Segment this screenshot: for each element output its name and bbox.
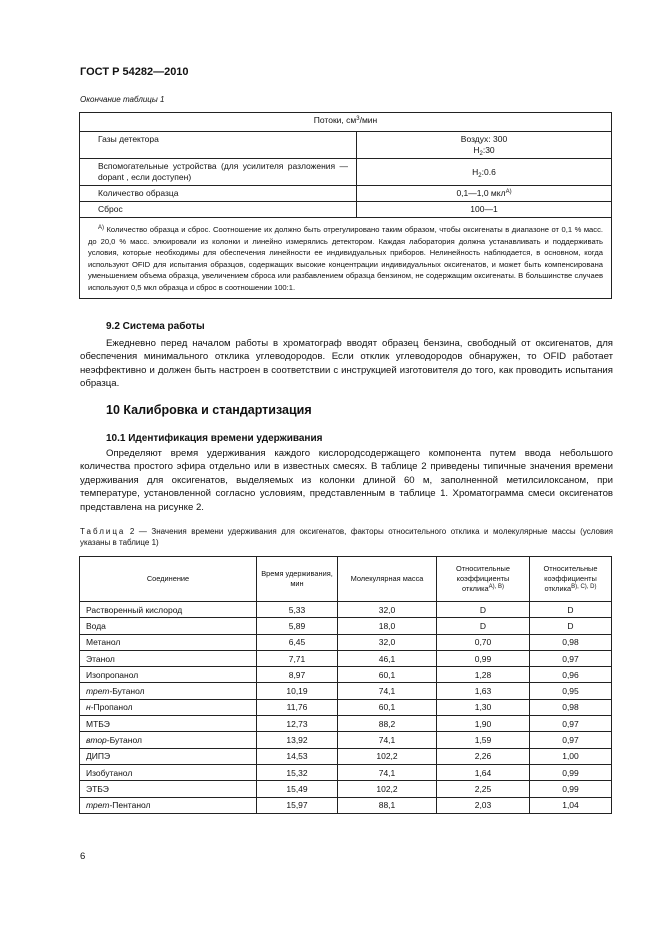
row-value — [357, 132, 612, 159]
caption-text: 2 — Значения времени удерживания для оксигенатов, факторы относительного отклика и молекулярные массы (условия указаны в таблице 1) — [80, 527, 613, 547]
cell-molecular-mass: 60,1 — [338, 699, 437, 715]
row-label: Вспомогательные устройства (для усилителя разложения — dopant , если доступен) — [80, 159, 357, 186]
col-retention-time: Время удерживания, мин — [257, 557, 338, 602]
row-value — [357, 186, 612, 202]
col-sup: В), С), D) — [571, 584, 597, 590]
table-row — [80, 650, 612, 666]
caption-label: Таблица — [80, 527, 126, 536]
cell-compound — [80, 634, 257, 650]
cell-compound — [80, 781, 257, 797]
compound-name: Этанол — [86, 653, 115, 664]
compound-name: ДИПЭ — [86, 751, 111, 762]
table-header-row — [80, 557, 612, 602]
table-2-caption — [80, 526, 613, 548]
cell-rrf-1: 1,64 — [437, 764, 530, 780]
cell-molecular-mass: 60,1 — [338, 667, 437, 683]
table-row — [80, 683, 612, 699]
section-10-1-text — [80, 447, 613, 514]
value-part: 0,1—1,0 мкл — [456, 188, 506, 198]
cell-retention-time: 5,89 — [257, 618, 338, 634]
table-row — [80, 618, 612, 634]
row-label: Сброс — [80, 202, 357, 218]
value-sub: 2 — [478, 172, 482, 179]
value-part: :30 — [482, 145, 495, 155]
col-compound: Соединение — [80, 557, 257, 602]
cell-compound — [80, 797, 257, 813]
cell-rrf-2: 1,04 — [530, 797, 612, 813]
row-value: 100—1 — [357, 202, 612, 218]
cell-molecular-mass: 88,2 — [338, 716, 437, 732]
footnote-text: Количество образца и сброс. Соотношение их должно быть отрегулировано таким образом, чтобы оксигенаты в диапазоне от 0,1 % масс. до 20,0 % масс. элюировали из колонки и линейно измерялись детектором. Каждая лаборатория должна устанавливать и поддерживать условия, которые необходимы для обеспечения линейности ее индивидуальных приборов. Нелинейность наблюдается, в основном, когда используют OFID для испытания образцов, содержащих высокие концентрации индивидуальных оксигенатов, и может быть компенсирована уменьшением объема образца, увеличением сброса или разбавлением образца бензином, не содержащим оксигенаты. В большинстве случаев используют 0,5 мкл образца и сброс в соотношении 100:1. — [88, 225, 603, 292]
col-molecular-mass: Молекулярная масса — [338, 557, 437, 602]
cell-retention-time: 15,49 — [257, 781, 338, 797]
table-row — [80, 797, 612, 813]
cell-rrf-1: 1,63 — [437, 683, 530, 699]
table-header — [80, 113, 612, 132]
cell-molecular-mass: 74,1 — [338, 683, 437, 699]
cell-rrf-2: 1,00 — [530, 748, 612, 764]
cell-compound — [80, 650, 257, 666]
cell-rrf-1: 1,59 — [437, 732, 530, 748]
value-sub: 2 — [479, 151, 483, 157]
cell-molecular-mass: 102,2 — [338, 781, 437, 797]
cell-rrf-1: 0,70 — [437, 634, 530, 650]
cell-rrf-2: 0,97 — [530, 650, 612, 666]
compound-name: Изобутанол — [86, 767, 133, 778]
table-row — [80, 132, 612, 159]
cell-rrf-2: 0,98 — [530, 634, 612, 650]
cell-rrf-2: 0,99 — [530, 764, 612, 780]
table-row — [80, 716, 612, 732]
cell-compound — [80, 732, 257, 748]
table-row — [80, 159, 612, 186]
cell-molecular-mass: 46,1 — [338, 650, 437, 666]
cell-rrf-2: 0,99 — [530, 781, 612, 797]
compound-name: -Пропанол — [90, 702, 133, 713]
compound-name: МТБЭ — [86, 718, 110, 729]
cell-compound — [80, 748, 257, 764]
compound-name: -Пентанол — [109, 800, 151, 811]
cell-retention-time: 15,97 — [257, 797, 338, 813]
cell-rrf-1: 1,90 — [437, 716, 530, 732]
compound-name: ЭТБЭ — [86, 783, 109, 794]
cell-molecular-mass: 32,0 — [338, 602, 437, 618]
cell-molecular-mass: 88,1 — [338, 797, 437, 813]
value-sup: А) — [505, 189, 512, 195]
compound-name: Метанол — [86, 637, 121, 648]
cell-rrf-2: 0,96 — [530, 667, 612, 683]
cell-rrf-1: D — [437, 618, 530, 634]
header-text: Потоки, см — [313, 115, 357, 125]
compound-prefix: втор — [86, 735, 107, 746]
paragraph: Определяют время удерживания каждого кислородсодержащего компонента путем ввода небольшого количества простого эфира отдельно или в известных смесях. В таблице 2 приведены типичные значения времени удерживания для оксигенатов, выделяемых из колонки длиной 60 м, заполненной метилсилоксаном, при температуре, установленной согласно условиям, представленным в таблице 1. Хроматограмма смеси оксигенатов представлена на рисунке 2. — [80, 448, 613, 513]
cell-rrf-1: 2,26 — [437, 748, 530, 764]
header-suffix: /мин — [359, 115, 378, 125]
cell-molecular-mass: 74,1 — [338, 732, 437, 748]
compound-name: Растворенный кислород — [86, 604, 183, 615]
table-row — [80, 699, 612, 715]
cell-rrf-2: 0,95 — [530, 683, 612, 699]
cell-molecular-mass: 32,0 — [338, 634, 437, 650]
col-rrf-2 — [530, 557, 612, 602]
cell-rrf-2: 0,97 — [530, 732, 612, 748]
value-part: H — [472, 166, 479, 177]
table-1-flows — [79, 112, 612, 299]
compound-name: -Бутанол — [109, 686, 145, 697]
cell-rrf-2: D — [530, 602, 612, 618]
cell-retention-time: 8,97 — [257, 667, 338, 683]
col-label: Относительные коэффициенты отклика — [543, 564, 598, 593]
row-label: Газы детектора — [80, 132, 357, 159]
compound-prefix: н — [86, 702, 91, 713]
col-label: Относительные коэффициенты отклика — [456, 564, 510, 593]
value-line: Воздух: 300 — [460, 134, 508, 144]
compound-prefix: трет — [86, 800, 110, 811]
cell-rrf-2: D — [530, 618, 612, 634]
cell-rrf-1: D — [437, 602, 530, 618]
cell-compound — [80, 683, 257, 699]
document-id: ГОСТ Р 54282—2010 — [80, 66, 189, 78]
cell-rrf-2: 0,98 — [530, 699, 612, 715]
cell-compound — [80, 716, 257, 732]
cell-retention-time: 10,19 — [257, 683, 338, 699]
compound-name: -Бутанол — [106, 735, 142, 746]
section-9-2-heading: 9.2 Система работы — [106, 321, 205, 332]
cell-retention-time: 14,53 — [257, 748, 338, 764]
row-label: Количество образца — [80, 186, 357, 202]
cell-retention-time: 12,73 — [257, 716, 338, 732]
cell-retention-time: 11,76 — [257, 699, 338, 715]
compound-name: Изопропанол — [86, 669, 139, 680]
table-row — [80, 748, 612, 764]
cell-molecular-mass: 18,0 — [338, 618, 437, 634]
table-row — [80, 218, 612, 299]
col-rrf-1 — [437, 557, 530, 602]
cell-molecular-mass: 74,1 — [338, 764, 437, 780]
cell-compound — [80, 618, 257, 634]
table-row — [80, 186, 612, 202]
value-line — [365, 145, 603, 156]
page-number: 6 — [80, 851, 86, 862]
table-row — [80, 667, 612, 683]
table-row — [80, 202, 612, 218]
table-row — [80, 764, 612, 780]
section-10-heading: 10 Калибровка и стандартизация — [106, 403, 312, 417]
table-row — [80, 602, 612, 618]
value-part: H — [473, 145, 480, 155]
cell-rrf-1: 1,28 — [437, 667, 530, 683]
table-row — [80, 732, 612, 748]
compound-prefix: трет — [86, 686, 110, 697]
compound-name: Вода — [86, 620, 106, 631]
cell-retention-time: 15,32 — [257, 764, 338, 780]
cell-retention-time: 13,92 — [257, 732, 338, 748]
table-2-retention — [79, 556, 612, 814]
cell-compound — [80, 667, 257, 683]
row-value — [357, 159, 612, 186]
col-sup: А), В) — [488, 584, 504, 590]
cell-retention-time: 5,33 — [257, 602, 338, 618]
cell-rrf-1: 0,99 — [437, 650, 530, 666]
cell-compound — [80, 602, 257, 618]
cell-retention-time: 6,45 — [257, 634, 338, 650]
value-part: :0.6 — [481, 166, 496, 177]
cell-rrf-1: 2,03 — [437, 797, 530, 813]
cell-rrf-2: 0,97 — [530, 716, 612, 732]
table-row — [80, 634, 612, 650]
paragraph: Ежедневно перед началом работы в хроматограф вводят образец бензина, свободный от оксигенатов, для обеспечения минимального отклика углеводородов. Если отклик углеводородов обнаружен, то OFID работает неэффективно и должен быть настроен в соответствии с инструкцией изготовителя до того, как проводить испытания образца. — [80, 338, 613, 390]
table-footnote — [80, 218, 612, 299]
cell-compound — [80, 764, 257, 780]
table-2-body — [80, 602, 612, 814]
table-row — [80, 781, 612, 797]
table-continuation-label: Окончание таблицы 1 — [80, 95, 165, 104]
cell-rrf-1: 1,30 — [437, 699, 530, 715]
header-sup: 3 — [356, 116, 360, 122]
cell-molecular-mass: 102,2 — [338, 748, 437, 764]
cell-compound — [80, 699, 257, 715]
cell-retention-time: 7,71 — [257, 650, 338, 666]
table-row — [80, 113, 612, 132]
section-10-1-heading: 10.1 Идентификация времени удерживания — [106, 433, 323, 444]
footnote-mark: А) — [98, 225, 104, 231]
section-9-2-text — [80, 337, 613, 391]
cell-rrf-1: 2,25 — [437, 781, 530, 797]
